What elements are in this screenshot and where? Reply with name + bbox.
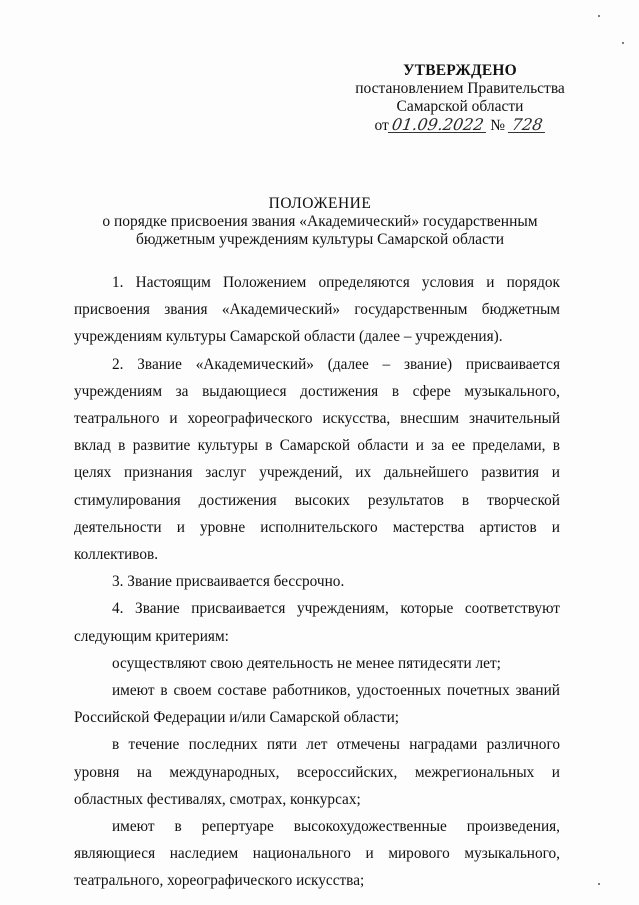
handwritten-number: 728 [508,117,547,133]
document-body [74,266,560,895]
scan-speck [598,883,600,885]
title-line-1: о порядке присвоения звания «Академический» государственным [102,213,538,230]
paragraph-4: 4. Звание присваивается учреждениям, которые соответствуют следующим критериям: [74,600,560,645]
approval-heading: УТВЕРЖДЕНО [403,62,517,79]
approval-date-line [340,117,580,135]
approval-line-1: постановлением Правительства [355,80,565,97]
scan-speck [598,15,600,17]
title-line-2: бюджетным учреждениям культуры Самарской области [135,231,505,248]
handwritten-date: 01.09.2022 [388,117,488,133]
paragraph-2: 2. Звание «Академический» (далее – звание) присваивается учреждениям за выдающиеся достижения в сфере музыкального, театрального и хореографического искусства, внесшим значительный вклад в развитие культуры в Самарской области и за ее пределами, в целях признания заслуг учреждений, их дальнейшего развития и стимулирования достижения высоких результатов в творческой деятельности и уровне исполнительского мастерства артистов и коллективов. [74,355,560,564]
criterion-1: осуществляют свою деятельность не менее пятидесяти лет; [112,654,501,672]
date-prefix: от [374,117,389,134]
document-title [40,195,600,249]
approval-stamp-block [340,62,580,135]
number-sign: № [490,117,506,134]
title-main: ПОЛОЖЕНИЕ [268,195,372,212]
scan-speck [622,42,624,44]
criterion-2: имеют в своем составе работников, удостоенных почетных званий Российской Федерации и/или Самарской области; [74,682,560,727]
approval-line-2: Самарской области [396,98,524,115]
criterion-3: в течение последних пяти лет отмечены наградами различного уровня на международных, всероссийских, межрегиональных и областных фестивалях, смотрах, конкурсах; [74,736,560,808]
paragraph-1: 1. Настоящим Положением определяются условия и порядок присвоения звания «Академический» государственным бюджетным учреждениям культуры Самарской области (далее – учреждения). [74,274,560,346]
criterion-4: имеют в репертуаре высокохудожественные произведения, являющиеся наследием национального и мирового музыкального, театрального, хореографического искусства; [74,818,560,890]
paragraph-3: 3. Звание присваивается бессрочно. [112,573,345,591]
